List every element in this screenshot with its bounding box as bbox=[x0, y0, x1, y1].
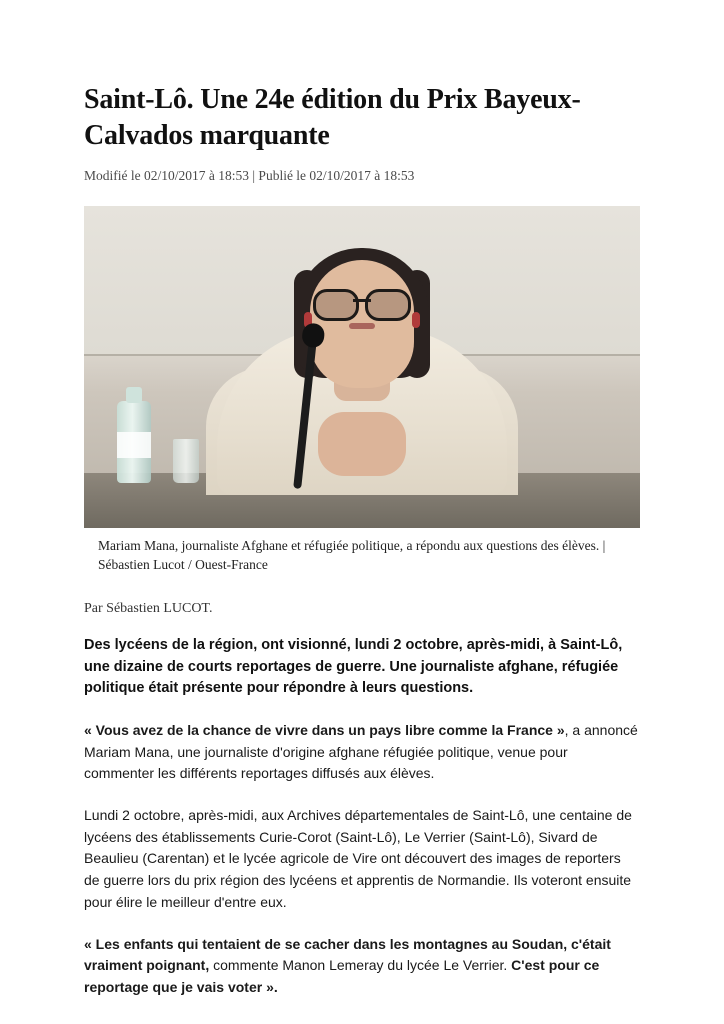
page-title: Saint-Lô. Une 24e édition du Prix Bayeux-Calvados marquante bbox=[84, 84, 581, 151]
paragraph-text: , a annoncé Mariam Mana, une journaliste d'origine afghane réfugiée politique, venue pour commenter les différents reportages diffusés aux élèves. bbox=[84, 722, 638, 782]
paragraph-emphasis: « Les enfants qui tentaient de se cacher dans les montagnes au Soudan, c'était vraiment poignant, bbox=[84, 935, 611, 974]
photo-mouth bbox=[349, 323, 375, 329]
photo-drinking-glass bbox=[173, 439, 199, 483]
article-lead-paragraph: Des lycéens de la région, ont visionné, lundi 2 octobre, après-midi, à Saint-Lô, une dizaine de courts reportages de guerre. Une journaliste afghane, réfugiée politique était présente pour répondre à leurs questions. bbox=[84, 636, 623, 697]
photo-hands bbox=[318, 412, 406, 476]
photo-caption: Mariam Mana, journaliste Afghane et réfugiée politique, a répondu aux questions des élèves. | Sébastien Lucot / Ouest-France bbox=[98, 537, 606, 573]
article-paragraph bbox=[84, 720, 640, 785]
article-timestamps: Modifié le 02/10/2017 à 18:53 | Publié le 02/10/2017 à 18:53 bbox=[84, 167, 415, 183]
glasses-icon bbox=[313, 289, 411, 315]
paragraph-text: commente Manon Lemeray du lycée Le Verrier. bbox=[209, 957, 512, 974]
paragraph-emphasis: « Vous avez de la chance de vivre dans un pays libre comme la France » bbox=[84, 722, 565, 739]
article-figure bbox=[84, 206, 640, 575]
glasses-lens-left bbox=[313, 289, 359, 321]
glasses-lens-right bbox=[365, 289, 411, 321]
paragraph-text: Lundi 2 octobre, après-midi, aux Archives départementales de Saint-Lô, une centaine de lycéens des établissements Curie-Corot (Saint-Lô), Le Verrier (Saint-Lô), Sivard de Beaulieu (Carentan) et le lycée agricole de Vire ont découvert des images de reporters de guerre lors du prix région des lycéens et apprentis de Normandie. Ils voteront ensuite pour élire le meilleur d'entre eux. bbox=[84, 807, 632, 910]
photo-water-bottle bbox=[117, 401, 151, 483]
article-container bbox=[84, 82, 640, 1019]
article-paragraph bbox=[84, 934, 640, 999]
article-byline: Par Sébastien LUCOT. bbox=[84, 600, 213, 616]
paragraph-emphasis: C'est pour ce reportage que je vais voter ». bbox=[84, 957, 600, 995]
photo-bottle-label bbox=[117, 432, 151, 458]
photo-earring-right bbox=[412, 312, 420, 328]
article-paragraph bbox=[84, 805, 640, 913]
article-body bbox=[84, 720, 640, 999]
article-photo bbox=[84, 206, 640, 528]
